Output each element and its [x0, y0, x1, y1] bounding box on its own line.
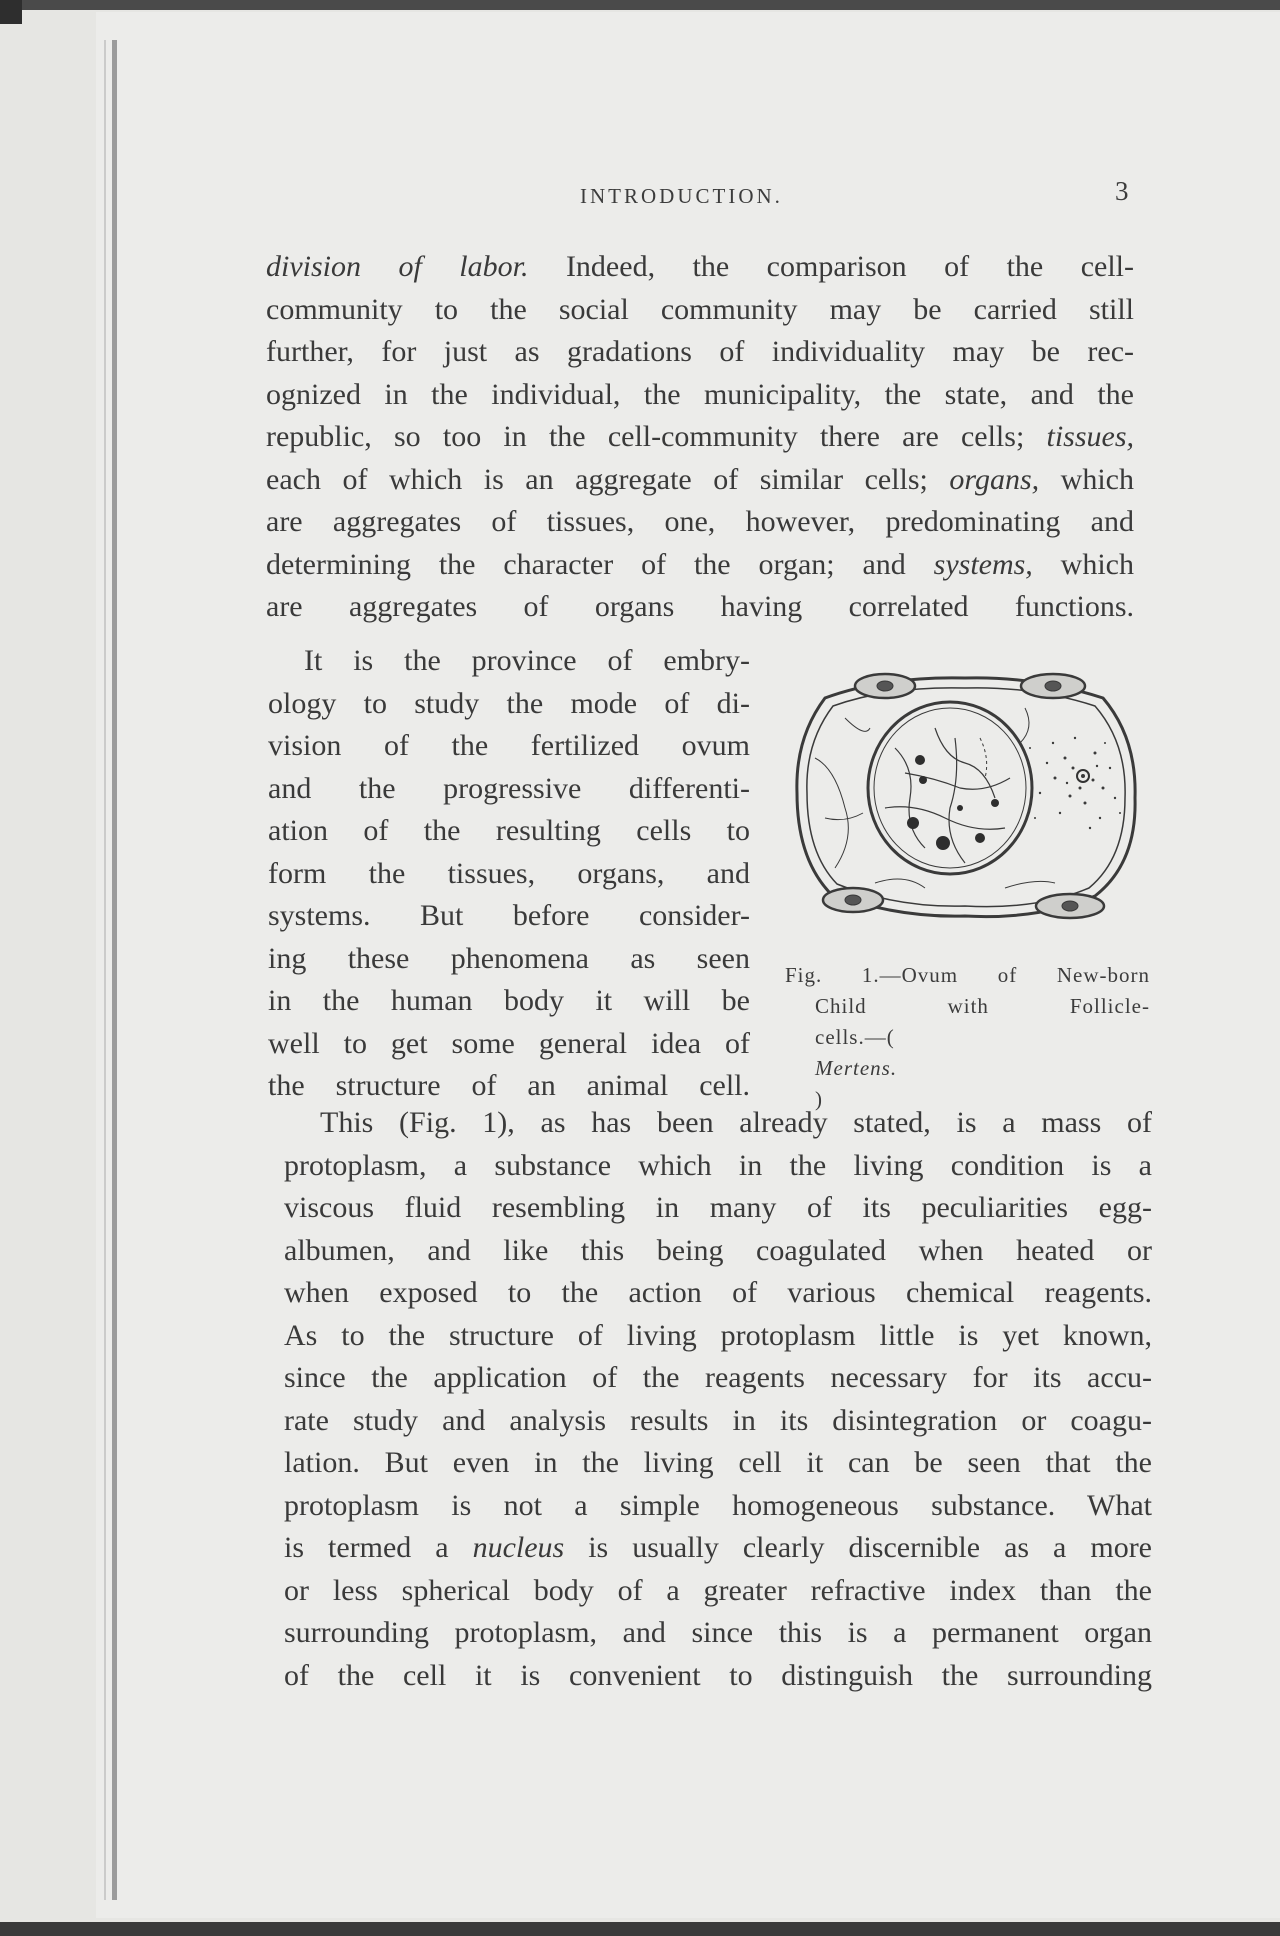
text-line: are aggregates of tissues, one, however, predominating and	[266, 505, 1134, 538]
text-line: determining the character of the organ; and systems, which	[266, 547, 1134, 581]
caption-line: Child with Follicle-	[815, 994, 1150, 1018]
text-line: protoplasm, a substance which in the living condition is a	[284, 1148, 1152, 1182]
text-line: systems. But before consider-	[268, 899, 750, 932]
text-line: in the human body it will be	[268, 984, 750, 1017]
text-line: well to get some general idea of	[268, 1026, 750, 1060]
text-line: protoplasm is not a simple homogeneous substance. What	[284, 1488, 1152, 1522]
text-line: viscous fluid resembling in many of its peculiarities egg-	[284, 1191, 1152, 1224]
text-line: is termed a nucleus is usually clearly discernible as a more	[284, 1531, 1152, 1564]
text-line: when exposed to the action of various chemical reagents.	[284, 1276, 1152, 1309]
text-line: ation of the resulting cells to	[268, 814, 750, 847]
text-line: ing these phenomena as seen	[268, 941, 750, 975]
paragraph-1	[266, 246, 1134, 629]
text-line: ology to study the mode of di-	[268, 686, 750, 720]
caption-line: cells.—( Mertens. )	[815, 1025, 898, 1111]
paragraph-2	[268, 640, 750, 1108]
text-line: since the application of the reagents necessary for its accu-	[284, 1361, 1152, 1394]
text-line: further, for just as gradations of individuality may be rec-	[266, 335, 1134, 368]
text-line: vision of the fertilized ovum	[268, 729, 750, 762]
text-line: republic, so too in the cell-community there are cells; tissues,	[266, 420, 1134, 453]
text-line: rate study and analysis results in its disintegration or coagu-	[284, 1403, 1152, 1437]
scan-bottom-border	[0, 1922, 1280, 1936]
book-gutter-edge	[112, 40, 117, 1900]
page-number: 3	[1115, 176, 1129, 206]
scan-top-border	[0, 0, 1280, 10]
book-gutter-shadow	[104, 40, 106, 1900]
text-line: As to the structure of living protoplasm little is yet known,	[284, 1318, 1152, 1352]
text-line: the structure of an animal cell.	[268, 1069, 750, 1102]
text-line: are aggregates of organs having correlated functions.	[266, 590, 1134, 623]
text-line: each of which is an aggregate of similar cells; organs, which	[266, 462, 1134, 496]
text-line: It is the province of embry-	[304, 644, 750, 677]
figure-caption	[785, 960, 1150, 1115]
text-line: This (Fig. 1), as has been already stated, is a mass of	[320, 1106, 1152, 1139]
text-line: or less spherical body of a greater refractive index than the	[284, 1573, 1152, 1607]
running-head: INTRODUCTION.	[580, 184, 783, 208]
ovum-figure-illustration	[785, 668, 1145, 928]
text-line: surrounding protoplasm, and since this is a permanent organ	[284, 1616, 1152, 1649]
paragraph-3	[284, 1102, 1152, 1697]
text-line: lation. But even in the living cell it can be seen that the	[284, 1446, 1152, 1479]
text-line: form the tissues, organs, and	[268, 856, 750, 890]
text-line: community to the social community may be carried still	[266, 292, 1134, 326]
text-line: division of labor. Indeed, the comparison of the cell-	[266, 250, 1134, 283]
scan-corner-mark	[0, 0, 22, 24]
text-line: ognized in the individual, the municipality, the state, and the	[266, 377, 1134, 411]
caption-line: Fig. 1.—Ovum of New-born	[785, 963, 1150, 987]
text-line: albumen, and like this being coagulated when heated or	[284, 1233, 1152, 1267]
text-line: of the cell it is convenient to distinguish the surrounding	[284, 1658, 1152, 1692]
text-line: and the progressive differenti-	[268, 771, 750, 805]
